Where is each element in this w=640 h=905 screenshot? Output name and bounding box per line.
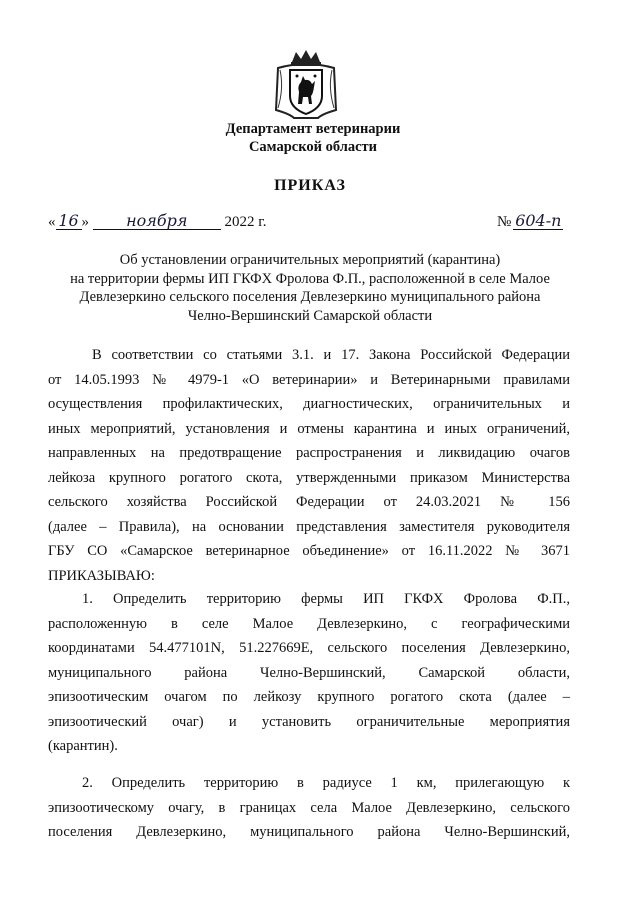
item1-line: эпизоотический очаг) и установить ограничительные мероприятия [48, 713, 570, 730]
item1-line: 1. Определить территорию фермы ИП ГКФХ Фролова Ф.П., [82, 591, 570, 607]
item2-line: эпизоотическому очагу, в границах села Малое Девлезеркино, сельского [48, 799, 570, 816]
department-name-line2: Самарской области [248, 139, 378, 155]
orders-keyword: ПРИКАЗЫВАЮ: [48, 567, 155, 584]
preamble-line: от 14.05.1993 № 4979-1 «О ветеринарии» и Ветеринарными правилами [48, 371, 570, 388]
order-item-2 [48, 771, 570, 845]
date-close-quote: » [81, 214, 89, 230]
item1-line: расположенную в селе Малое Девлезеркино, с географическими [48, 615, 570, 632]
subject-line: Об установлении ограничительных мероприятий (карантина) [119, 252, 501, 268]
number-prefix: № [497, 214, 512, 230]
date-day: 16 [56, 213, 82, 230]
preamble-line: осуществления профилактических, диагностических, ограничительных и [48, 396, 570, 412]
order-date [48, 212, 266, 232]
item1-line: координатами 54.477101N, 51.227669E, сельского поселения Девлезеркино, [48, 640, 570, 656]
document-title: ПРИКАЗ [274, 177, 346, 194]
preamble-paragraph [48, 343, 570, 588]
item1-line: эпизоотическим очагом по лейкозу крупного рогатого скота (далее – [48, 689, 570, 705]
preamble-line: сельского хозяйства Российской Федерации от 24.03.2021 № 156 [48, 494, 570, 510]
item1-line: (карантин). [48, 738, 118, 754]
item2-line: 2. Определить территорию в радиусе 1 км, прилегающую к [82, 775, 570, 791]
date-month: ноября [93, 213, 221, 230]
preamble-line: В соответствии со статьями 3.1. и 17. Закона Российской Федерации [92, 347, 570, 363]
date-open-quote: « [48, 214, 56, 230]
order-number [497, 212, 563, 232]
preamble-line: ГБУ СО «Самарское ветеринарное объединение» от 16.11.2022 № 3671 [48, 543, 570, 559]
order-item-1 [48, 587, 570, 759]
preamble-line: (далее – Правила), на основании представления заместителя руководителя [48, 518, 570, 535]
date-year: 2022 г. [224, 214, 267, 230]
subject-line: на территории фермы ИП ГКФХ Фролова Ф.П., расположенной в селе Малое [70, 270, 550, 287]
preamble-line: направленных на предотвращение распространения и ликвидацию очагов [48, 445, 570, 461]
subject-line: Девлезеркино сельского поселения Девлезеркино муниципального района [79, 289, 541, 305]
preamble-line: иных мероприятий, установления и отмены карантина и иных ограничений, [48, 420, 570, 437]
department-name-line1: Департамент ветеринарии [225, 121, 401, 137]
subject-line: Челно-Вершинский Самарской области [187, 307, 433, 324]
order-subject [40, 251, 580, 325]
item2-line: поселения Девлезеркино, муниципального района Челно-Вершинский, [48, 824, 570, 840]
preamble-line: лейкоза крупного рогатого скота, утвержденными приказом Министерства [48, 469, 570, 486]
item1-line: муниципального района Челно-Вершинский, Самарской области, [48, 664, 570, 681]
coat-of-arms-emblem [272, 48, 340, 120]
number-value: 604-п [515, 211, 562, 230]
